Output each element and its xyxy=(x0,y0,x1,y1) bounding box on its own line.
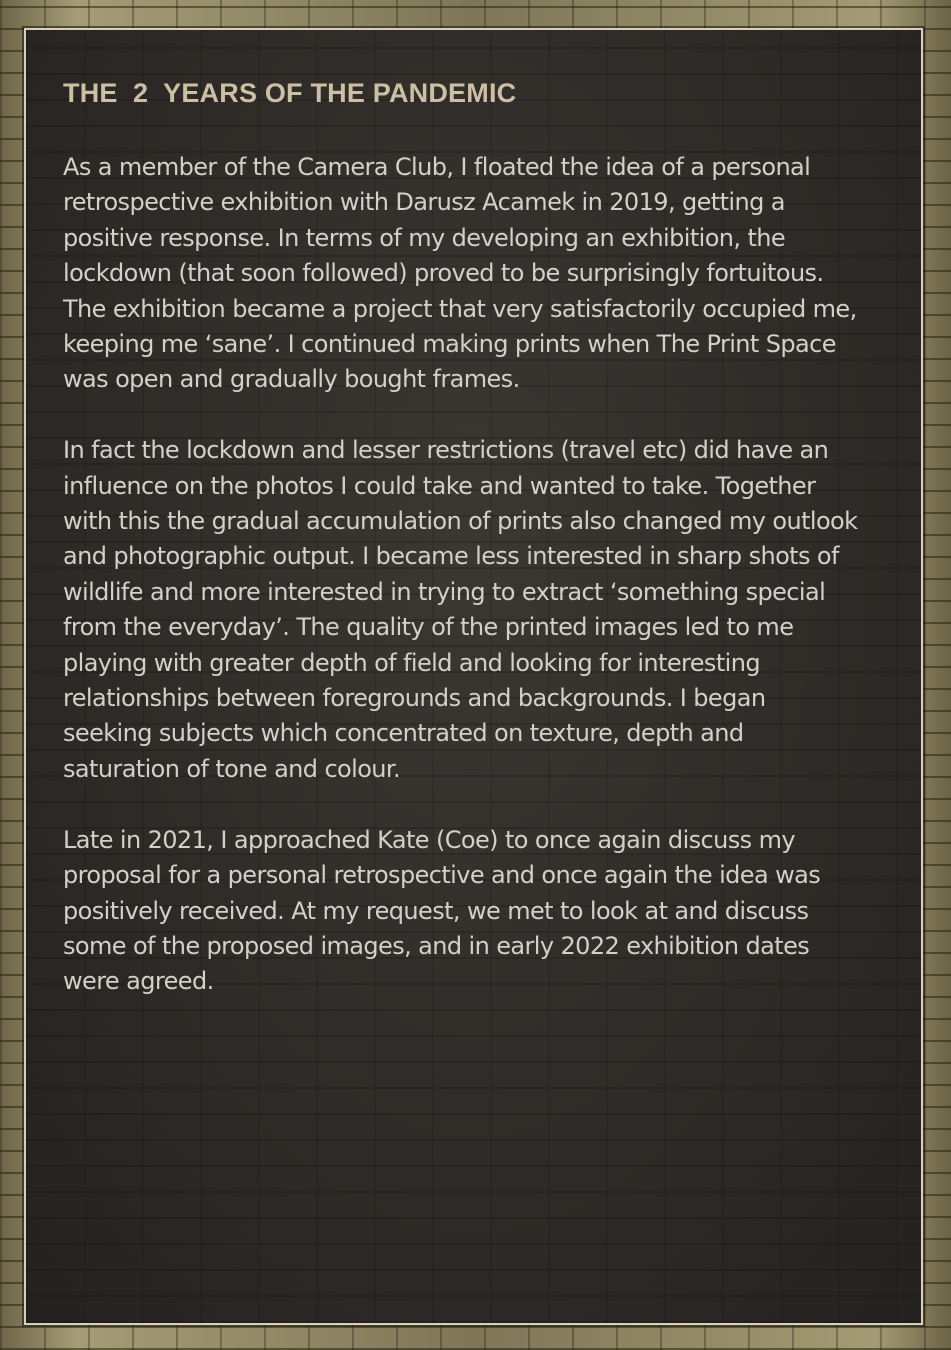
text-line: playing with greater depth of field and looking for interesting xyxy=(63,648,760,677)
text-panel xyxy=(26,30,921,1323)
text-line: lockdown (that soon followed) proved to be surprisingly fortuitous. xyxy=(63,259,824,288)
text-line: In fact the lockdown and lesser restrictions (travel etc) did have an xyxy=(63,436,829,465)
text-line: saturation of tone and colour. xyxy=(63,754,400,783)
text-line: some of the proposed images, and in early 2022 exhibition dates xyxy=(63,931,810,960)
text-line: positively received. At my request, we met to look at and discuss xyxy=(63,896,809,925)
text-line: and photographic output. I became less interested in sharp shots of xyxy=(63,542,839,571)
text-line: relationships between foregrounds and backgrounds. I began xyxy=(63,684,766,713)
page-title: THE 2 YEARS OF THE PANDEMIC xyxy=(63,78,517,108)
text-line: wildlife and more interested in trying to extract ‘something special xyxy=(63,577,826,606)
paragraph-1 xyxy=(63,150,893,398)
paragraph-3 xyxy=(63,823,893,1000)
text-line: positive response. In terms of my developing an exhibition, the xyxy=(63,223,786,252)
text-line: influence on the photos I could take and wanted to take. Together xyxy=(63,471,816,500)
text-line: seeking subjects which concentrated on texture, depth and xyxy=(63,719,744,748)
text-line: As a member of the Camera Club, I floated the idea of a personal xyxy=(63,153,811,181)
text-line: was open and gradually bought frames. xyxy=(63,365,520,394)
body-text xyxy=(63,150,893,1035)
text-line: The exhibition became a project that very satisfactorily occupied me, xyxy=(63,294,857,323)
text-line: with this the gradual accumulation of prints also changed my outlook xyxy=(63,507,858,536)
text-line: proposal for a personal retrospective and once again the idea was xyxy=(63,861,821,890)
text-line: retrospective exhibition with Darusz Acamek in 2019, getting a xyxy=(63,188,785,217)
text-line: keeping me ‘sane’. I continued making prints when The Print Space xyxy=(63,330,836,359)
text-line: were agreed. xyxy=(63,967,214,996)
text-line: from the everyday’. The quality of the printed images led to me xyxy=(63,613,794,642)
text-line: Late in 2021, I approached Kate (Coe) to once again discuss my xyxy=(63,825,795,854)
paragraph-2 xyxy=(63,433,893,787)
